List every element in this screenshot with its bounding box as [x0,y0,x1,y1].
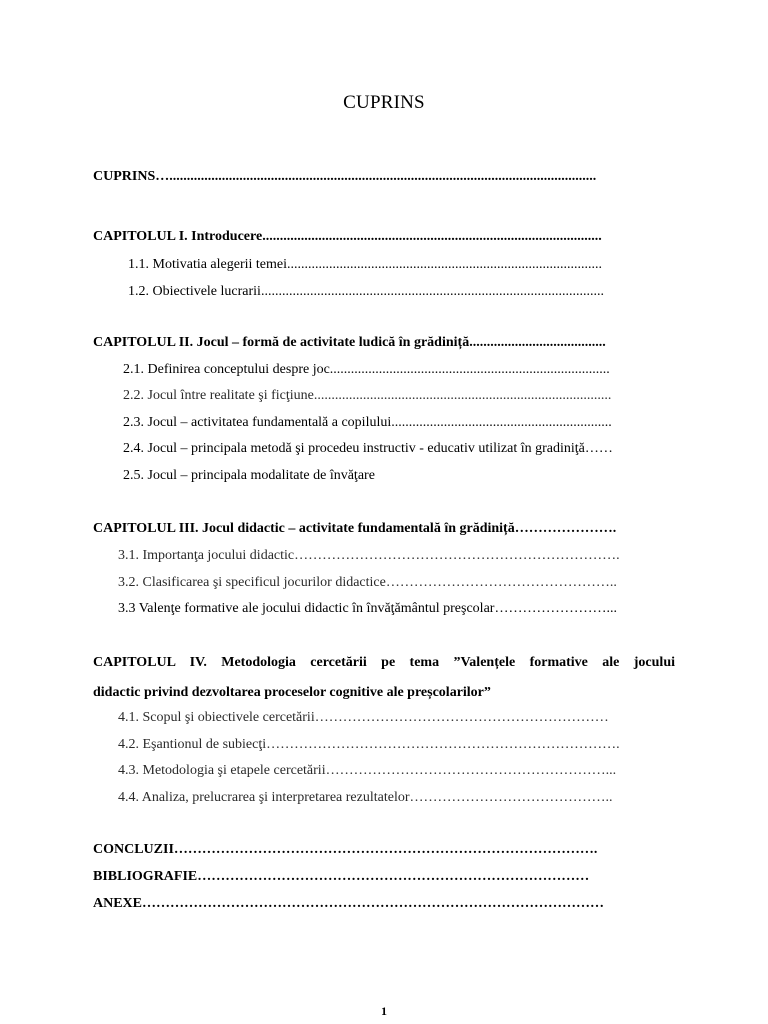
toc-item-2-4[interactable]: 2.4. Jocul – principala metodă şi procedeu instructiv - educativ utilizat în gradiniţă…… [123,441,613,456]
toc-item-4-2[interactable]: 4.2. Eşantionul de subiecţi…………………………………………………………………. [118,737,620,752]
toc-item-2-2[interactable]: 2.2. Jocul între realitate şi ficţiune..................................................................................... [123,388,612,403]
page-title: CUPRINS [343,92,425,113]
toc-item-3-1[interactable]: 3.1. Importanţa jocului didactic……………………………………………………………. [118,548,620,563]
toc-entry-bibliografie[interactable]: BIBLIOGRAFIE………………………………………………………………………… [93,869,590,884]
toc-item-1-2[interactable]: 1.2. Obiectivele lucrarii.................................................................................................. [128,284,604,299]
toc-chapter-1-heading[interactable]: CAPITOLUL I. Introducere................................................................................................. [93,229,602,244]
toc-item-2-5[interactable]: 2.5. Jocul – principala modalitate de învăţare [123,468,375,483]
toc-item-1-1[interactable]: 1.1. Motivatia alegerii temei.......................................................................................... [128,257,603,272]
toc-item-2-3[interactable]: 2.3. Jocul – activitatea fundamentală a copilului............................................................... [123,415,612,430]
toc-item-4-1[interactable]: 4.1. Scopul şi obiectivele cercetării……………………………………………………… [118,710,609,725]
toc-chapter-2-heading[interactable]: CAPITOLUL II. Jocul – formă de activitate ludică în grădiniță....................................... [93,335,606,350]
toc-item-3-3[interactable]: 3.3 Valenţe formative ale jocului didactic în învăţământul preşcolar……………………... [118,601,617,616]
toc-entry-concluzii[interactable]: CONCLUZII………………………………………………………………………………. [93,842,598,857]
toc-item-3-2[interactable]: 3.2. Clasificarea şi specificul jocurilor didactice………………………………………….. [118,575,617,590]
toc-item-4-3[interactable]: 4.3. Metodologia şi etapele cercetării……………………………………………………... [118,763,617,778]
page-number: 1 [381,1004,387,1018]
toc-chapter-3-heading[interactable]: CAPITOLUL III. Jocul didactic – activitate fundamentală în grădiniță…………………. [93,521,617,536]
toc-entry-anexe[interactable]: ANEXE……………………………………………………………………………………… [93,896,605,911]
toc-item-4-4[interactable]: 4.4. Analiza, prelucrarea şi interpretarea rezultatelor…………………………………….. [118,790,613,805]
toc-chapter-4-heading-line2[interactable]: didactic privind dezvoltarea proceselor cognitive ale preșcolarilor” [93,685,491,700]
toc-chapter-4-heading-line1[interactable]: CAPITOLUL IV. Metodologia cercetării pe tema ”Valențele formative ale jocului [93,655,675,670]
toc-entry-cuprins[interactable]: CUPRINS….......................................................................................................................... [93,169,597,184]
toc-item-2-1[interactable]: 2.1. Definirea conceptului despre joc................................................................................ [123,362,610,377]
